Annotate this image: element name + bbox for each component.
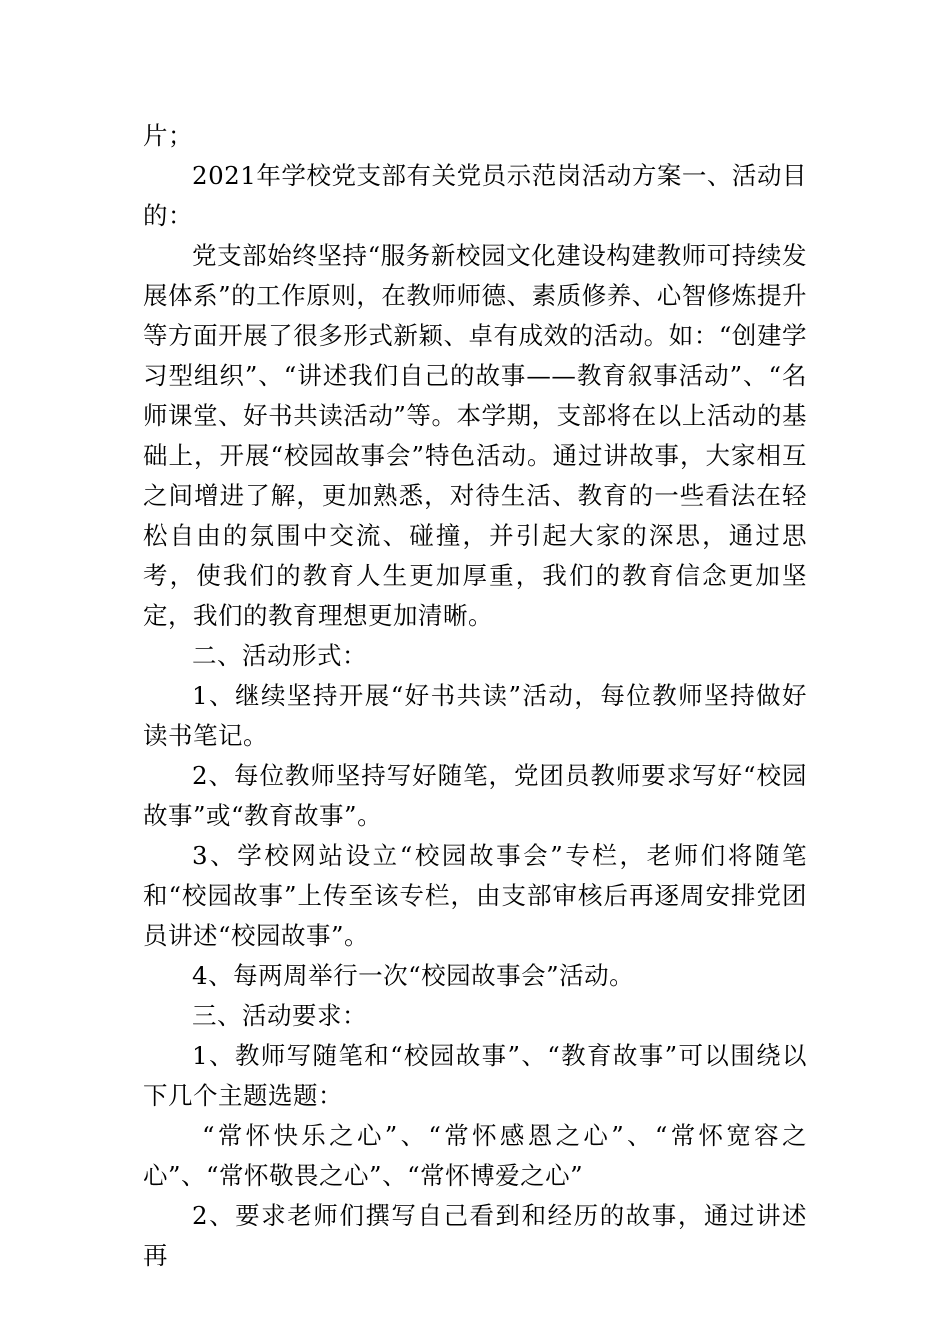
document-page [143, 116, 807, 1276]
paragraph-form-4: 4、每两周举行一次“校园故事会”活动。 [192, 961, 635, 990]
paragraph-form-1: 1、继续坚持开展“好书共读”活动，每位教师坚持做好读书笔记。 [143, 681, 807, 750]
paragraph-form-3: 3、学校网站设立“校园故事会”专栏，老师们将随笔和“校园故事”上传至该专栏，由支部审核后再逐周安排党团员讲述“校园故事”。 [143, 841, 807, 950]
paragraph-requirement-1: 1、教师写随笔和“校园故事”、“教育故事”可以围绕以下几个主题选题： [143, 1041, 807, 1110]
paragraph-purpose: 党支部始终坚持“服务新校园文化建设构建教师可持续发展体系”的工作原则，在教师师德、素质修养、心智修炼提升等方面开展了很多形式新颖、卓有成效的活动。如：“创建学习型组织”、“讲述我们自己的故事——教育叙事活动”、“名师课堂、好书共读活动”等。本学期，支部将在以上活动的基础上，开展“校园故事会”特色活动。通过讲故事，大家相互之间增进了解，更加熟悉，对待生活、教育的一些看法在轻松自由的氛围中交流、碰撞，并引起大家的深思，通过思考，使我们的教育人生更加厚重，我们的教育信念更加坚定，我们的教育理想更加清晰。 [143, 241, 807, 630]
heading-activity-requirements: 三、活动要求： [192, 1001, 367, 1030]
paragraph-themes: “常怀快乐之心”、“常怀感恩之心”、“常怀宽容之心”、“常怀敬畏之心”、“常怀博爱之心” [143, 1121, 807, 1190]
paragraph-plan-title: 2021年学校党支部有关党员示范岗活动方案一、活动目的： [143, 161, 807, 230]
heading-activity-form: 二、活动形式： [192, 641, 367, 670]
paragraph-form-2: 2、每位教师坚持写好随笔，党团员教师要求写好“校园故事”或“教育故事”。 [143, 761, 807, 830]
paragraph-fragment: 片； [143, 121, 193, 150]
paragraph-requirement-2: 2、要求老师们撰写自己看到和经历的故事，通过讲述再 [143, 1201, 807, 1270]
